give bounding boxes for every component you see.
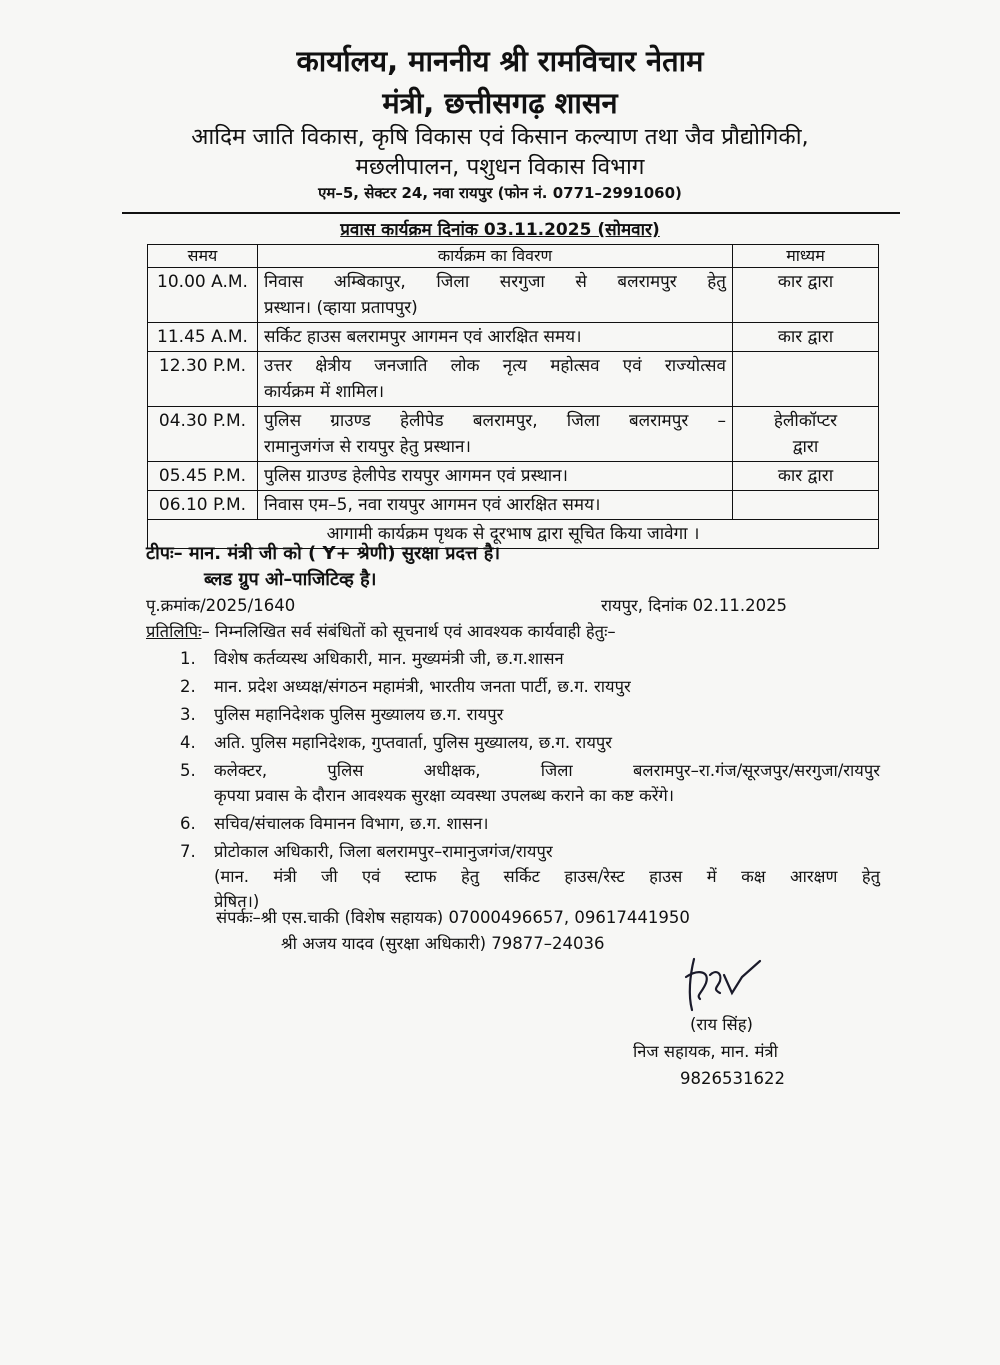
office-address: एम–5, सेक्टर 24, नवा रायपुर (फोन नं. 0771–2991060): [318, 184, 682, 202]
schedule-description-line: सर्किट हाउस बलरामपुर आगमन एवं आरक्षित समय।: [264, 327, 582, 347]
copy-list-text: [214, 646, 880, 671]
schedule-description-line: प्रस्थान। (व्हाया प्रतापपुर): [264, 298, 418, 318]
schedule-row: [148, 462, 879, 491]
copy-list-item: [180, 758, 880, 808]
copy-list-line: (मान. मंत्री जी एवं स्टाफ हेतु सर्किट हाउस/रेस्ट हाउस में कक्ष आरक्षण हेतु: [214, 867, 880, 886]
schedule-mode: [733, 491, 879, 520]
column-header-mode: माध्यम: [733, 245, 879, 268]
copy-list-item: [180, 702, 880, 727]
schedule-mode: [733, 323, 879, 352]
schedule-row: [148, 323, 879, 352]
copy-list-text: [214, 674, 880, 699]
contact-line-2: श्री अजय यादव (सुरक्षा अधिकारी) 79877–24036: [281, 934, 605, 953]
program-title: प्रवास कार्यक्रम दिनांक 03.11.2025 (सोमवार): [340, 220, 660, 240]
copy-list-number: 5.: [180, 761, 196, 780]
copy-list-text: [214, 758, 880, 808]
copy-list-line: मान. प्रदेश अध्यक्ष/संगठन महामंत्री, भारतीय जनता पार्टी, छ.ग. रायपुर: [214, 677, 631, 696]
copy-list-line: सचिव/संचालक विमानन विभाग, छ.ग. शासन।: [214, 814, 489, 833]
copy-to-line: [146, 620, 616, 644]
schedule-description-line: रामानुजगंज से रायपुर हेतु प्रस्थान।: [264, 437, 471, 457]
copy-list-number: 4.: [180, 733, 196, 752]
schedule-table: [147, 244, 879, 549]
copy-list-line: अति. पुलिस महानिदेशक, गुप्तवार्ता, पुलिस मुख्यालय, छ.ग. रायपुर: [214, 733, 613, 752]
copy-to-list: [180, 646, 880, 917]
schedule-description: [258, 352, 733, 407]
copy-list-number: 3.: [180, 705, 196, 724]
schedule-time: 06.10 P.M.: [148, 491, 258, 520]
schedule-description: [258, 407, 733, 462]
schedule-header-row: [148, 245, 879, 268]
schedule-mode-line: हेलीकॉप्टर: [773, 411, 838, 431]
schedule-description: [258, 491, 733, 520]
schedule-mode: [733, 352, 879, 407]
schedule-time: 12.30 P.M.: [148, 352, 258, 407]
schedule-mode-line: कार द्वारा: [777, 327, 834, 347]
schedule-description: [258, 462, 733, 491]
contact-line-1: संपर्कः–श्री एस.चाकी (विशेष सहायक) 07000496657, 09617441950: [216, 908, 690, 927]
copy-list-line: पुलिस महानिदेशक पुलिस मुख्यालय छ.ग. रायपुर: [214, 705, 504, 724]
signatory-designation: निज सहायक, मान. मंत्री: [633, 1042, 778, 1061]
schedule-description-line: उत्तर क्षेत्रीय जनजाति लोक नृत्य महोत्सव एवं राज्योत्सव: [264, 356, 726, 376]
departments-line-2: मछलीपालन, पशुधन विकास विभाग: [355, 154, 645, 180]
schedule-time: 11.45 A.M.: [148, 323, 258, 352]
schedule-description: [258, 323, 733, 352]
copy-to-label: प्रतिलिपिः: [146, 622, 202, 641]
copy-list-item: [180, 674, 880, 699]
schedule-description: [258, 268, 733, 323]
schedule-mode: [733, 268, 879, 323]
schedule-description-line: पुलिस ग्राउण्ड हेलीपेड बलरामपुर, जिला बलरामपुर –: [264, 411, 726, 431]
schedule-time: 04.30 P.M.: [148, 407, 258, 462]
office-title: कार्यालय, माननीय श्री रामविचार नेताम: [296, 44, 704, 78]
copy-list-line: कृपया प्रवास के दौरान आवश्यक सुरक्षा व्यवस्था उपलब्ध कराने का कष्ट करेंगे।: [214, 786, 675, 805]
copy-list-number: 7.: [180, 842, 196, 861]
schedule-description-line: निवास एम–5, नवा रायपुर आगमन एवं आरक्षित समय।: [264, 495, 601, 515]
copy-list-line: प्रोटोकाल अधिकारी, जिला बलरामपुर–रामानुजगंज/रायपुर: [214, 842, 553, 861]
signatory-phone: 9826531622: [680, 1069, 785, 1088]
schedule-description-line: पुलिस ग्राउण्ड हेलीपेड रायपुर आगमन एवं प्रस्थान।: [264, 466, 568, 486]
copy-list-item: [180, 839, 880, 914]
minister-title: मंत्री, छत्तीसगढ़ शासन: [382, 86, 618, 120]
copy-list-number: 2.: [180, 677, 196, 696]
copy-list-line: कलेक्टर, पुलिस अधीक्षक, जिला बलरामपुर–रा.गंज/सूरजपुर/सरगुजा/रायपुर: [214, 761, 880, 780]
signatory-name: (राय सिंह): [690, 1015, 753, 1034]
schedule-footer-note: आगामी कार्यक्रम पृथक से दूरभाष द्वारा सूचित किया जावेगा ।: [148, 520, 879, 549]
schedule-description-line: निवास अम्बिकापुर, जिला सरगुजा से बलरामपुर हेतु: [264, 272, 726, 292]
departments-line-1: आदिम जाति विकास, कृषि विकास एवं किसान कल्याण तथा जैव प्रौद्योगिकी,: [191, 124, 809, 150]
copy-list-text: [214, 811, 880, 836]
schedule-description-line: कार्यक्रम में शामिल।: [264, 382, 385, 402]
column-header-time: समय: [148, 245, 258, 268]
copy-list-line: प्रेषित।): [214, 892, 260, 911]
copy-list-item: [180, 811, 880, 836]
copy-list-number: 1.: [180, 649, 196, 668]
place-date: रायपुर, दिनांक 02.11.2025: [601, 596, 788, 615]
schedule-mode-line: कार द्वारा: [777, 272, 834, 292]
blood-group-note: ब्लड ग्रुप ओ–पाजिटिव्ह है।: [204, 569, 377, 590]
copy-list-item: [180, 646, 880, 671]
copy-list-text: [214, 839, 880, 914]
copy-list-text: [214, 730, 880, 755]
reference-number: पृ.क्रमांक/2025/1640: [146, 596, 296, 615]
copy-to-text: – निम्नलिखित सर्व संबंधितों को सूचनार्थ एवं आवश्यक कार्यवाही हेतुः–: [201, 622, 616, 641]
schedule-time: 05.45 P.M.: [148, 462, 258, 491]
copy-list-number: 6.: [180, 814, 196, 833]
copy-list-line: विशेष कर्तव्यस्थ अधिकारी, मान. मुख्यमंत्री जी, छ.ग.शासन: [214, 649, 564, 668]
header-divider: [122, 212, 900, 214]
schedule-row: [148, 268, 879, 323]
schedule-mode-line: कार द्वारा: [777, 466, 834, 486]
schedule-mode: [733, 407, 879, 462]
column-header-description: कार्यक्रम का विवरण: [258, 245, 733, 268]
schedule-mode: [733, 462, 879, 491]
schedule-mode-line: द्वारा: [792, 437, 819, 457]
copy-list-text: [214, 702, 880, 727]
schedule-row: [148, 407, 879, 462]
schedule-time: 10.00 A.M.: [148, 268, 258, 323]
security-note: टीपः– मान. मंत्री जी को ( Y+ श्रेणी) सुरक्षा प्रदत्त है।: [146, 543, 501, 564]
handwritten-signature: [676, 955, 766, 1015]
schedule-row: [148, 352, 879, 407]
schedule-row: [148, 491, 879, 520]
copy-list-item: [180, 730, 880, 755]
